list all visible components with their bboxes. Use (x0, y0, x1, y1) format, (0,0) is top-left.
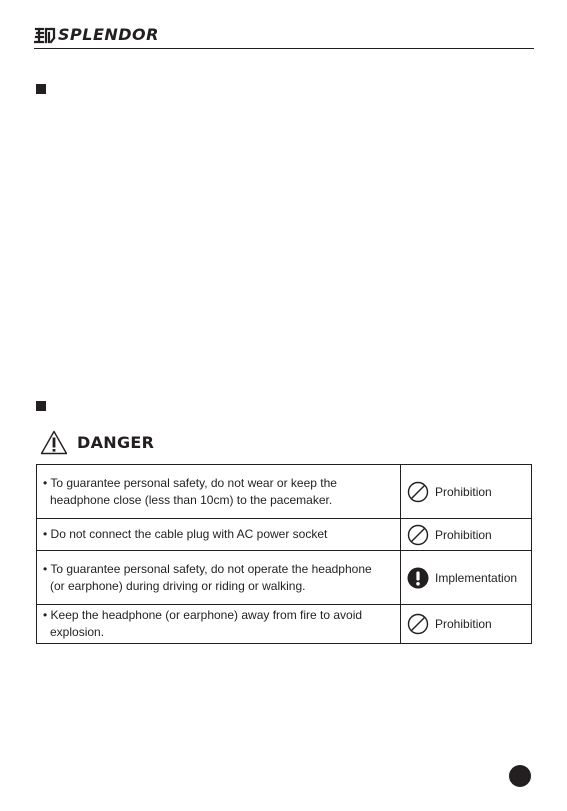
table-row (37, 551, 532, 605)
danger-heading (40, 430, 154, 455)
status-cell (401, 605, 532, 644)
instruction-line: explosion. (50, 625, 105, 639)
safety-table (36, 464, 532, 644)
brand-name: SPLENDOR (58, 25, 159, 44)
danger-title: DANGER (77, 433, 155, 452)
section-marker-1 (36, 84, 46, 94)
status-label: Prohibition (435, 527, 492, 542)
section-marker-2 (36, 401, 46, 411)
exclamation-icon (407, 567, 429, 589)
safety-instruction (37, 465, 401, 519)
table-row (37, 605, 532, 644)
table-row (37, 519, 532, 551)
brand-logo-mark (34, 26, 56, 44)
prohibition-icon (407, 613, 429, 635)
safety-instruction (37, 605, 401, 644)
status-cell (401, 519, 532, 551)
status-label: Prohibition (435, 617, 492, 631)
status-label: Implementation (435, 570, 518, 585)
instruction-line: • Keep the headphone (or earphone) away from fire to avoid (43, 608, 363, 622)
page-number-dot (509, 765, 531, 787)
prohibition-icon (407, 524, 429, 546)
safety-instruction (37, 519, 401, 551)
status-cell (401, 551, 532, 605)
safety-instruction (37, 551, 401, 605)
status-cell (401, 465, 532, 519)
brand-logo (34, 26, 159, 44)
instruction-line: (or earphone) during driving or riding or walking. (50, 578, 306, 593)
warning-triangle-icon (40, 430, 68, 455)
status-label: Prohibition (435, 484, 492, 499)
instruction-line: • To guarantee personal safety, do not wear or keep the (43, 475, 337, 490)
table-row (37, 465, 532, 519)
instruction-line: • Do not connect the cable plug with AC power socket (43, 527, 328, 541)
instruction-line: • To guarantee personal safety, do not operate the headphone (43, 561, 372, 576)
instruction-line: headphone close (less than 10cm) to the pacemaker. (50, 492, 333, 507)
page-header (34, 26, 534, 49)
prohibition-icon (407, 481, 429, 503)
